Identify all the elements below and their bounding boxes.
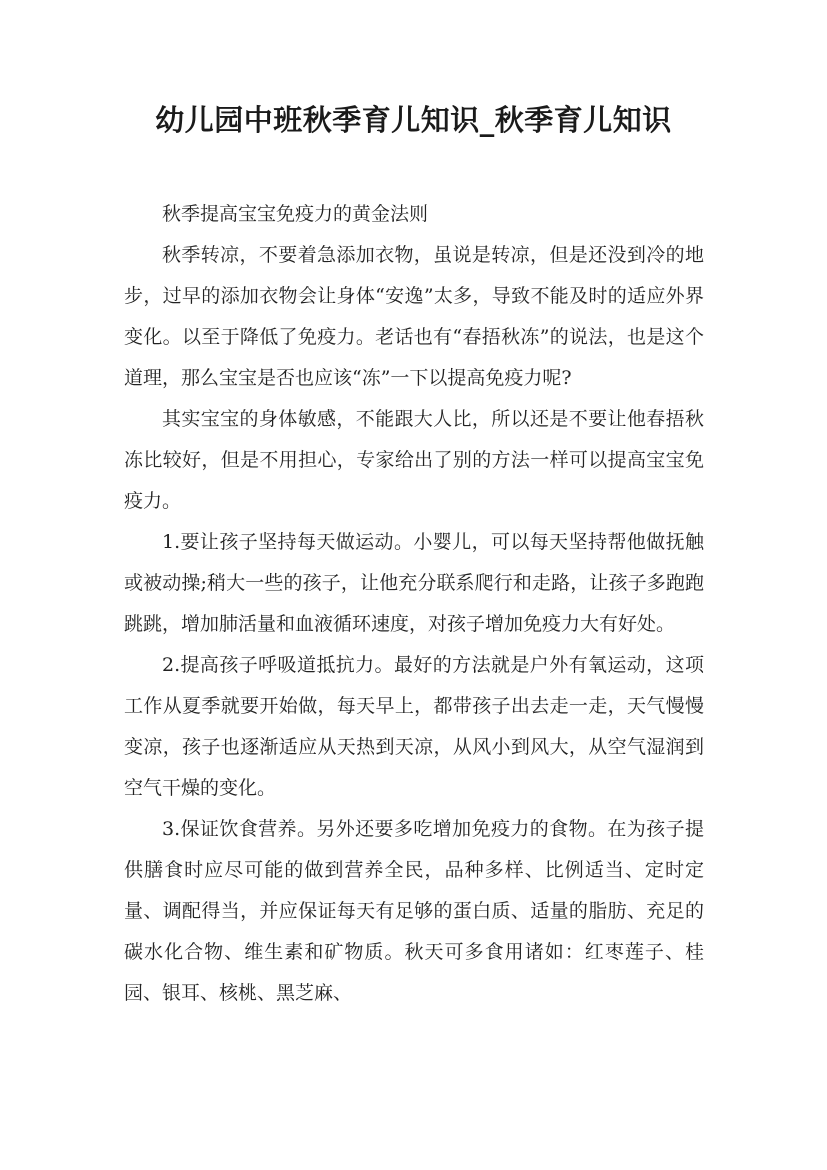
section-heading: 秋季提高宝宝免疫力的黄金法则 [162, 203, 429, 225]
paragraph: 1.要让孩子坚持每天做运动。小婴儿，可以每天坚持帮他做抚触或被动操;稍大一些的孩子，让他充分联系爬行和走路，让孩子多跑跑跳跳，增加肺活量和血液循环速度，对孩子增加免疫力大有好处。 [124, 531, 704, 635]
paragraph: 秋季转凉，不要着急添加衣物，虽说是转凉，但是还没到冷的地步，过早的添加衣物会让身体“安逸”太多，导致不能及时的适应外界变化。以至于降低了免疫力。老话也有“春捂秋冻”的说法，也是这个道理，那么宝宝是否也应该“冻”一下以提高免疫力呢? [124, 244, 704, 389]
document-body [124, 194, 704, 1014]
paragraph: 3.保证饮食营养。另外还要多吃增加免疫力的食物。在为孩子提供膳食时应尽可能的做到营养全民，品种多样、比例适当、定时定量、调配得当，并应保证每天有足够的蛋白质、适量的脂肪、充足的碳水化合物、维生素和矿物质。秋天可多食用诸如：红枣莲子、桂园、银耳、核桃、黑芝麻、 [124, 818, 704, 1004]
paragraph: 其实宝宝的身体敏感，不能跟大人比，所以还是不要让他春捂秋冻比较好，但是不用担心，专家给出了别的方法一样可以提高宝宝免疫力。 [124, 408, 704, 512]
document-title: 幼儿园中班秋季育儿知识_秋季育儿知识 [155, 103, 672, 137]
paragraph: 2.提高孩子呼吸道抵抗力。最好的方法就是户外有氧运动，这项工作从夏季就要开始做，每天早上，都带孩子出去走一走，天气慢慢变凉，孩子也逐渐适应从天热到天凉，从风小到风大，从空气湿润到空气干燥的变化。 [124, 654, 704, 799]
